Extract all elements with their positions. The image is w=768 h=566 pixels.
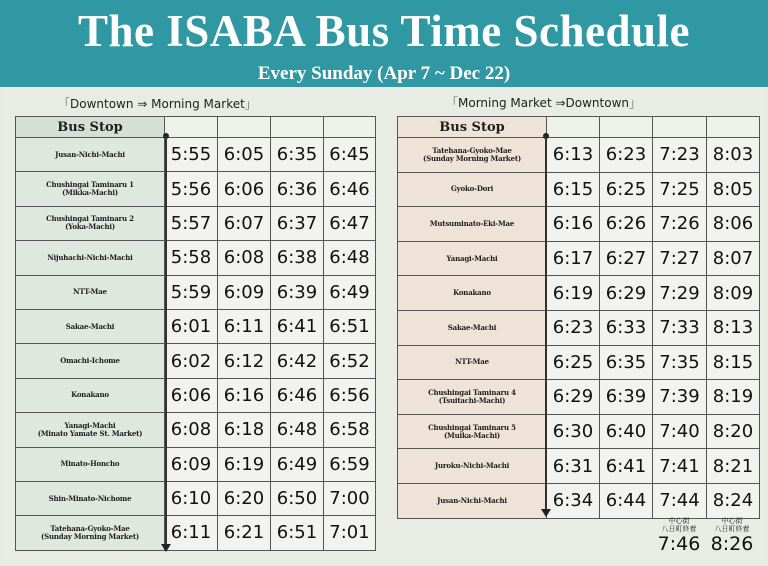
departure-time: 6:19 [218, 447, 271, 481]
extra-arrival-2-time: 8:26 [710, 533, 754, 555]
stop-cell [398, 310, 547, 345]
table-row [398, 380, 760, 415]
departure-time: 7:27 [653, 241, 707, 276]
departure-time: 5:55 [165, 138, 218, 172]
departure-time: 7:23 [653, 138, 707, 173]
table-row [16, 206, 376, 240]
stop-name: Minato-Honcho [60, 459, 120, 469]
departure-time: 6:45 [324, 138, 376, 172]
table-row [16, 309, 376, 343]
left-header-blank [165, 117, 218, 138]
right-header-blank [707, 117, 760, 138]
departure-time: 8:24 [707, 483, 760, 518]
departure-time: 7:40 [653, 414, 707, 449]
left-direction-arrow [161, 544, 171, 552]
left-bus-stop-header: Bus Stop [16, 117, 165, 138]
title-banner [0, 0, 768, 87]
stop-name: Shin-Minato-Nichome [48, 493, 132, 503]
departure-time: 6:51 [324, 309, 376, 343]
table-row [16, 481, 376, 515]
stop-cell [398, 345, 547, 380]
departure-time: 6:06 [218, 172, 271, 206]
departure-time: 8:06 [707, 207, 760, 242]
table-row [398, 207, 760, 242]
stop-name: Yanagi-Machi [446, 253, 498, 263]
departure-time: 6:08 [218, 241, 271, 275]
table-row [16, 172, 376, 206]
departure-time: 6:50 [271, 481, 324, 515]
extra-arrival-1 [653, 517, 705, 555]
departure-time: 7:00 [324, 481, 376, 515]
stop-cell [16, 447, 165, 481]
departure-time: 6:48 [324, 241, 376, 275]
departure-time: 5:58 [165, 241, 218, 275]
departure-time: 8:20 [707, 414, 760, 449]
stop-name: Chushingai Taminaru 2 [46, 214, 134, 224]
departure-time: 6:58 [324, 413, 376, 447]
departure-time: 6:47 [324, 206, 376, 240]
right-header-blank [600, 117, 653, 138]
table-row [16, 138, 376, 172]
stop-name: Konakano [71, 390, 109, 400]
stop-name: Chushingai Taminaru 1 [46, 180, 134, 190]
departure-time: 7:33 [653, 310, 707, 345]
departure-time: 8:13 [707, 310, 760, 345]
extra-arrival-1-time: 7:46 [657, 533, 701, 555]
departure-time: 6:51 [271, 516, 324, 550]
departure-time: 6:46 [271, 378, 324, 412]
departure-time: 6:17 [547, 241, 600, 276]
stop-cell [16, 481, 165, 515]
departure-time: 7:01 [324, 516, 376, 550]
departure-time: 8:21 [707, 449, 760, 484]
table-row [16, 447, 376, 481]
departure-time: 6:09 [165, 447, 218, 481]
departure-time: 8:07 [707, 241, 760, 276]
stop-cell [16, 413, 165, 447]
stop-cell [16, 172, 165, 206]
table-row [16, 413, 376, 447]
right-header-blank [653, 117, 707, 138]
departure-time: 8:15 [707, 345, 760, 380]
stop-subname: (Muika-Machi) [443, 430, 501, 440]
departure-time: 6:10 [165, 481, 218, 515]
departure-time: 7:26 [653, 207, 707, 242]
departure-time: 8:03 [707, 138, 760, 173]
table-row [16, 516, 376, 550]
stop-cell [398, 449, 547, 484]
departure-time: 6:06 [165, 378, 218, 412]
departure-time: 6:35 [600, 345, 653, 380]
stop-cell [16, 378, 165, 412]
left-header-blank [218, 117, 271, 138]
stop-subname: (Tsuitachi-Machi) [438, 395, 506, 405]
downtown-to-market-table [15, 116, 376, 551]
stop-cell [398, 414, 547, 449]
departure-time: 6:41 [600, 449, 653, 484]
table-row [16, 344, 376, 378]
stop-name: NTT-Mae [73, 287, 107, 297]
stop-cell [398, 276, 547, 311]
departure-time: 6:23 [547, 310, 600, 345]
departure-time: 5:56 [165, 172, 218, 206]
table-row [398, 310, 760, 345]
table-row [398, 241, 760, 276]
departure-time: 6:15 [547, 172, 600, 207]
stop-cell [398, 241, 547, 276]
departure-time: 6:16 [218, 378, 271, 412]
stop-subname: (Yoka-Machi) [65, 222, 115, 232]
extra-arrival-1-label-1: 中心街 [668, 517, 690, 525]
table-row [398, 414, 760, 449]
left-direction-line [165, 136, 167, 546]
departure-time: 6:34 [547, 483, 600, 518]
stop-cell [16, 309, 165, 343]
extra-arrival-2-label-1: 中心街 [721, 517, 743, 525]
departure-time: 6:27 [600, 241, 653, 276]
departure-time: 6:46 [324, 172, 376, 206]
table-row [398, 138, 760, 173]
departure-time: 6:36 [271, 172, 324, 206]
departure-time: 6:07 [218, 206, 271, 240]
stop-name: Jusan-Nichi-Machi [437, 495, 507, 505]
departure-time: 6:44 [600, 483, 653, 518]
stop-name: Chushingai Taminaru 5 [428, 422, 516, 432]
stop-cell [398, 380, 547, 415]
stop-cell [16, 241, 165, 275]
stop-name: Nijuhachi-Nichi-Machi [47, 252, 133, 262]
right-direction-line [545, 136, 547, 511]
stop-subname: (Sunday Morning Market) [423, 153, 521, 163]
departure-time: 6:26 [600, 207, 653, 242]
page-subtitle: Every Sunday (Apr 7 ~ Dec 22) [257, 63, 511, 84]
table-row [398, 345, 760, 380]
departure-time: 6:09 [218, 275, 271, 309]
departure-time: 6:29 [547, 380, 600, 415]
stop-cell [16, 275, 165, 309]
table-row [16, 275, 376, 309]
right-bus-stop-header: Bus Stop [398, 117, 547, 138]
departure-time: 6:33 [600, 310, 653, 345]
departure-time: 6:12 [218, 344, 271, 378]
departure-time: 6:31 [547, 449, 600, 484]
stop-name: Gyoko-Dori [450, 184, 494, 194]
right-header-row [398, 117, 760, 138]
departure-time: 6:37 [271, 206, 324, 240]
departure-time: 7:25 [653, 172, 707, 207]
stop-name: Sakae-Machi [447, 322, 497, 332]
departure-time: 6:25 [547, 345, 600, 380]
departure-time: 8:09 [707, 276, 760, 311]
stop-cell [398, 172, 547, 207]
stop-name: Yanagi-Machi [64, 420, 116, 430]
departure-time: 6:49 [324, 275, 376, 309]
stop-name: Mutsuminato-Eki-Mae [429, 218, 515, 228]
stop-name: Chushingai Taminaru 4 [428, 387, 516, 397]
departure-time: 7:35 [653, 345, 707, 380]
table-row [398, 449, 760, 484]
stop-name: Jusan-Nichi-Machi [55, 149, 125, 159]
departure-time: 5:57 [165, 206, 218, 240]
departure-time: 6:01 [165, 309, 218, 343]
extra-arrival-1-label-2: 八日町終着 [661, 525, 697, 533]
departure-time: 6:29 [600, 276, 653, 311]
departure-time: 6:25 [600, 172, 653, 207]
right-header-blank [547, 117, 600, 138]
stop-name: Juroku-Nichi-Machi [434, 461, 510, 471]
departure-time: 7:44 [653, 483, 707, 518]
departure-time: 6:41 [271, 309, 324, 343]
table-row [398, 276, 760, 311]
departure-time: 6:19 [547, 276, 600, 311]
departure-time: 6:52 [324, 344, 376, 378]
table-row [398, 172, 760, 207]
departure-time: 6:48 [271, 413, 324, 447]
departure-time: 6:35 [271, 138, 324, 172]
departure-time: 6:05 [218, 138, 271, 172]
table-row [398, 483, 760, 518]
departure-time: 5:59 [165, 275, 218, 309]
departure-time: 7:41 [653, 449, 707, 484]
departure-time: 6:13 [547, 138, 600, 173]
departure-time: 6:42 [271, 344, 324, 378]
extra-arrival-2 [706, 517, 758, 555]
departure-time: 6:11 [165, 516, 218, 550]
page-title: The ISABA Bus Time Schedule [77, 6, 690, 56]
departure-time: 7:29 [653, 276, 707, 311]
departure-time: 6:16 [547, 207, 600, 242]
stop-cell [16, 138, 165, 172]
departure-time: 6:39 [600, 380, 653, 415]
market-to-downtown-table [397, 116, 760, 519]
table-row [16, 378, 376, 412]
departure-time: 6:08 [165, 413, 218, 447]
stop-name: Tatehana-Gyoko-Mae [50, 523, 130, 533]
departure-time: 7:39 [653, 380, 707, 415]
departure-time: 6:30 [547, 414, 600, 449]
stop-name: Omachi-Ichome [60, 356, 120, 366]
stop-name: NTT-Mae [455, 357, 489, 367]
stop-cell [398, 483, 547, 518]
departure-time: 6:21 [218, 516, 271, 550]
extra-arrival-2-label-2: 八日町終着 [714, 525, 750, 533]
stop-cell [398, 207, 547, 242]
departure-time: 8:05 [707, 172, 760, 207]
stop-name: Tatehana-Gyoko-Mae [432, 145, 512, 155]
departure-time: 6:39 [271, 275, 324, 309]
departure-time: 6:38 [271, 241, 324, 275]
table-row [16, 241, 376, 275]
stop-subname: (Mikka-Machi) [62, 188, 118, 198]
departure-time: 6:02 [165, 344, 218, 378]
departure-time: 6:40 [600, 414, 653, 449]
left-header-row [16, 117, 376, 138]
stop-subname: (Minato Yamate St. Market) [37, 428, 143, 438]
stop-cell [16, 344, 165, 378]
stop-cell [398, 138, 547, 173]
departure-time: 6:59 [324, 447, 376, 481]
departure-time: 8:19 [707, 380, 760, 415]
departure-time: 6:11 [218, 309, 271, 343]
left-header-blank [324, 117, 376, 138]
left-route-label: 「Downtown ⇒ Morning Market」 [58, 97, 257, 111]
departure-time: 6:49 [271, 447, 324, 481]
departure-time: 6:23 [600, 138, 653, 173]
right-direction-arrow [541, 509, 551, 517]
stop-name: Sakae-Machi [65, 321, 115, 331]
stop-cell [16, 206, 165, 240]
stop-cell [16, 516, 165, 550]
right-route-label: 「Morning Market ⇒Downtown」 [446, 96, 641, 110]
left-header-blank [271, 117, 324, 138]
departure-time: 6:18 [218, 413, 271, 447]
stop-subname: (Sunday Morning Market) [41, 531, 139, 541]
stop-name: Konakano [453, 288, 491, 298]
departure-time: 6:20 [218, 481, 271, 515]
departure-time: 6:56 [324, 378, 376, 412]
